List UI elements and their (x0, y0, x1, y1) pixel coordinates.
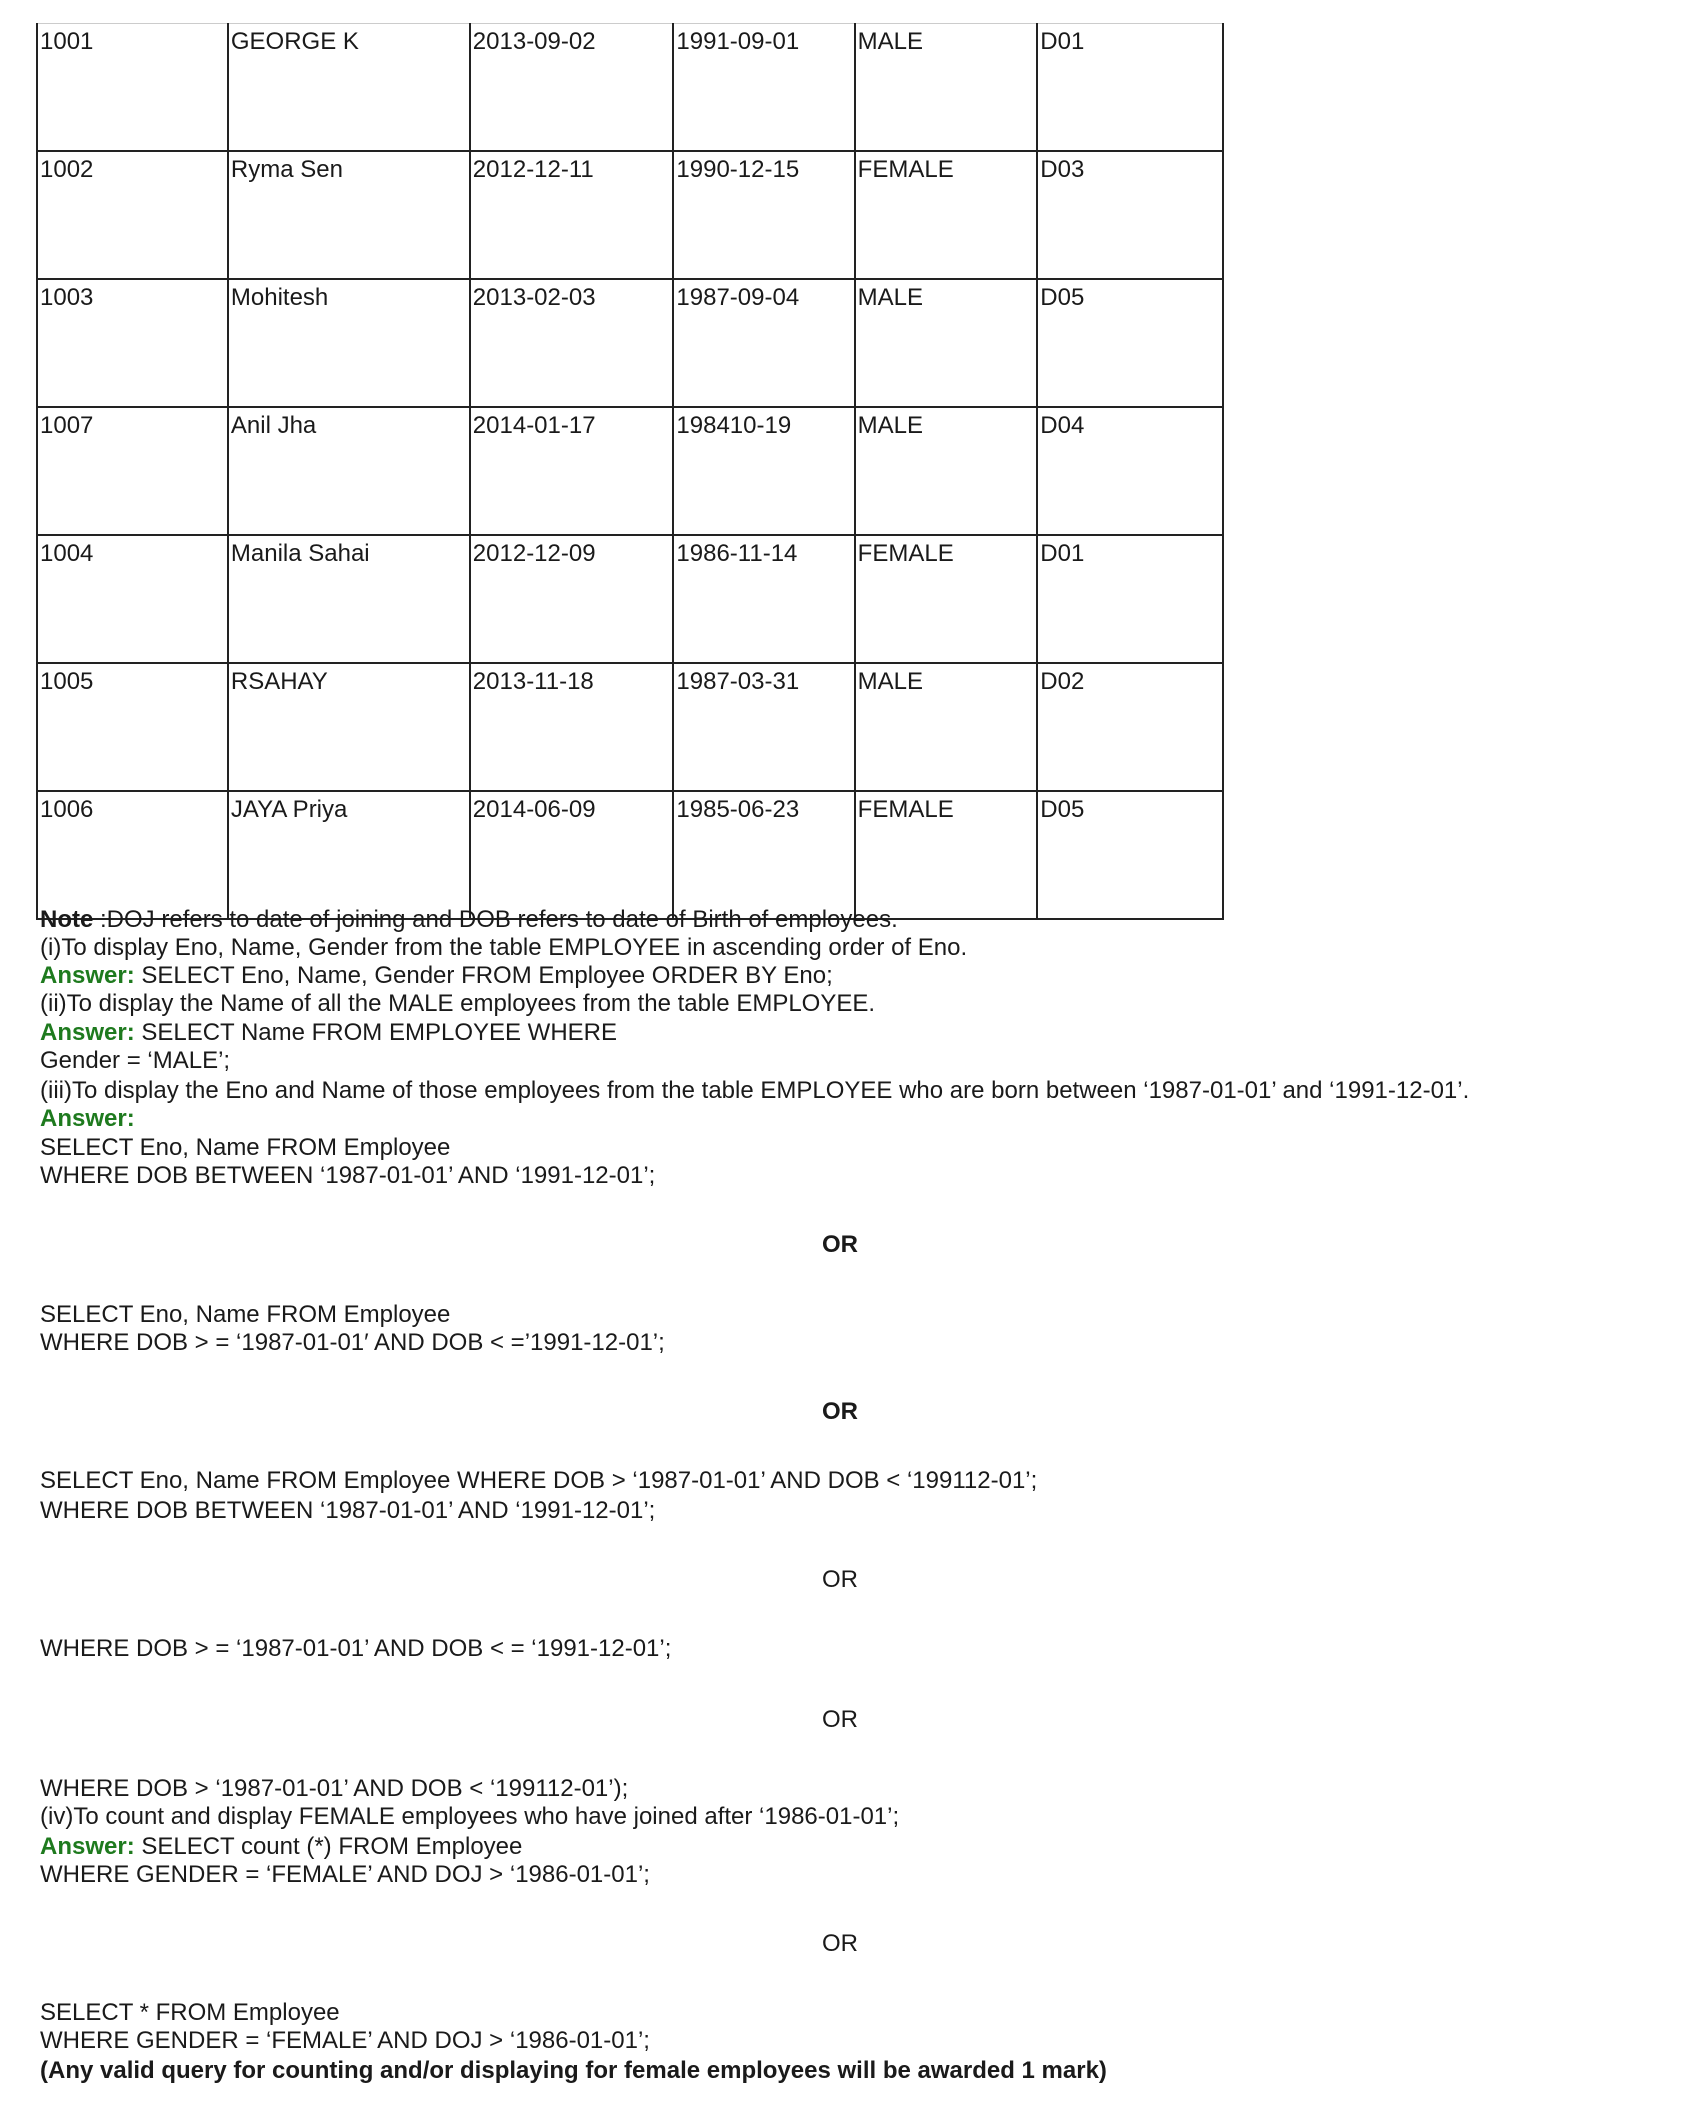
cell-eno: 1002 (37, 151, 228, 279)
answer-label: Answer: (40, 962, 135, 989)
cell-dept: D04 (1037, 407, 1223, 535)
line-text: (iii)To display the Eno and Name of those employees from the table EMPLOYEE who are born between ‘1987-01-01’ and ‘1991-12-01’. (40, 1077, 1470, 1104)
table-row (37, 24, 1223, 152)
text-line (40, 1162, 655, 1190)
cell-eno: 1005 (37, 663, 228, 791)
table-row (37, 535, 1223, 663)
line-text: WHERE DOB BETWEEN ‘1987-01-01’ AND ‘1991-12-01’; (40, 1497, 656, 1524)
line-text: (Any valid query for counting and/or displaying for female employees will be awarded 1 mark) (40, 2057, 1107, 2084)
cell-doj: 2014-01-17 (470, 407, 674, 535)
cell-gender: MALE (855, 407, 1038, 535)
cell-eno: 1007 (37, 407, 228, 535)
line-text: WHERE DOB > = ‘1987-01-01’ AND DOB < = ‘1991-12-01’; (40, 1635, 672, 1662)
cell-gender: MALE (855, 279, 1038, 407)
line-text: SELECT * FROM Employee (40, 1999, 340, 2026)
table-row (37, 151, 1223, 279)
cell-doj: 2013-02-03 (470, 279, 674, 407)
line-text: (i)To display Eno, Name, Gender from the table EMPLOYEE in ascending order of Eno. (40, 934, 968, 961)
text-line (40, 1861, 650, 1889)
line-text: WHERE GENDER = ‘FEMALE’ AND DOJ > ‘1986-01-01’; (40, 1861, 650, 1888)
cell-name: Manila Sahai (228, 535, 470, 663)
line-text: (ii)To display the Name of all the MALE employees from the table EMPLOYEE. (40, 990, 876, 1017)
text-line (40, 1999, 340, 2027)
table-row (37, 663, 1223, 791)
cell-dept: D03 (1037, 151, 1223, 279)
line-text: Gender = ‘MALE’; (40, 1047, 231, 1074)
cell-gender: MALE (855, 663, 1038, 791)
cell-dept: D02 (1037, 663, 1223, 791)
cell-gender: MALE (855, 24, 1038, 152)
or-separator: OR (822, 1231, 858, 1258)
cell-name: RSAHAY (228, 663, 470, 791)
table-row (37, 791, 1223, 919)
text-line (40, 1329, 665, 1357)
line-text: WHERE DOB > = ‘1987-01-01′ AND DOB < =’1991-12-01’; (40, 1329, 665, 1356)
text-line (40, 934, 967, 962)
or-separator: OR (822, 1706, 858, 1733)
text-line (40, 990, 875, 1018)
cell-dob: 1990-12-15 (673, 151, 854, 279)
note-line (40, 906, 898, 934)
text-line (40, 1134, 450, 1162)
line-text: SELECT Eno, Name FROM Employee (40, 1301, 451, 1328)
cell-dob: 1987-03-31 (673, 663, 854, 791)
or-separator: OR (822, 1566, 858, 1593)
cell-eno: 1003 (37, 279, 228, 407)
line-text: :DOJ refers to date of joining and DOB refers to date of Birth of employees. (93, 906, 898, 933)
answer-label: Answer: (40, 1019, 135, 1046)
cell-eno: 1001 (37, 24, 228, 152)
cell-dept: D01 (1037, 24, 1223, 152)
table-row (37, 407, 1223, 535)
line-text: SELECT count (*) FROM Employee (134, 1833, 523, 1860)
text-line (40, 2027, 650, 2055)
cell-dob: 1987-09-04 (673, 279, 854, 407)
cell-name: Ryma Sen (228, 151, 470, 279)
cell-dept: D05 (1037, 279, 1223, 407)
cell-name: JAYA Priya (228, 791, 470, 919)
text-line (40, 1467, 1037, 1495)
cell-name: Mohitesh (228, 279, 470, 407)
cell-doj: 2014-06-09 (470, 791, 674, 919)
answer-label: Answer: (40, 1105, 135, 1132)
cell-dob: 1986-11-14 (673, 535, 854, 663)
cell-name: Anil Jha (228, 407, 470, 535)
text-line (40, 1803, 899, 1831)
or-separator: OR (822, 1930, 858, 1957)
line-text: WHERE DOB BETWEEN ‘1987-01-01’ AND ‘1991-12-01’; (40, 1162, 656, 1189)
cell-name: GEORGE K (228, 24, 470, 152)
text-line (40, 1775, 628, 1803)
cell-doj: 2013-11-18 (470, 663, 674, 791)
answer-line (40, 1833, 522, 1861)
table-row (37, 279, 1223, 407)
line-text: SELECT Eno, Name, Gender FROM Employee ORDER BY Eno; (134, 962, 833, 989)
cell-gender: FEMALE (855, 535, 1038, 663)
cell-dept: D01 (1037, 535, 1223, 663)
cell-dept: D05 (1037, 791, 1223, 919)
line-text: (iv)To count and display FEMALE employees who have joined after ‘1986-01-01’; (40, 1803, 900, 1830)
text-line (40, 1301, 450, 1329)
answer-line (40, 1105, 135, 1133)
text-line (40, 1497, 655, 1525)
note-label: Note (40, 906, 94, 933)
cell-doj: 2012-12-11 (470, 151, 674, 279)
line-text: SELECT Name FROM EMPLOYEE WHERE (134, 1019, 618, 1046)
line-text: SELECT Eno, Name FROM Employee WHERE DOB > ‘1987-01-01’ AND DOB < ‘199112-01’; (40, 1467, 1038, 1494)
cell-dob: 198410-19 (673, 407, 854, 535)
text-line (40, 1077, 1469, 1105)
line-text: SELECT Eno, Name FROM Employee (40, 1134, 451, 1161)
answer-line (40, 962, 833, 990)
answer-line (40, 1019, 617, 1047)
cell-gender: FEMALE (855, 151, 1038, 279)
text-line (40, 1635, 671, 1663)
text-line (40, 2057, 1107, 2085)
cell-doj: 2012-12-09 (470, 535, 674, 663)
line-text: WHERE DOB > ‘1987-01-01’ AND DOB < ‘199112-01’); (40, 1775, 629, 1802)
line-text: WHERE GENDER = ‘FEMALE’ AND DOJ > ‘1986-01-01’; (40, 2027, 650, 2054)
cell-doj: 2013-09-02 (470, 24, 674, 152)
cell-eno: 1004 (37, 535, 228, 663)
text-line (40, 1047, 230, 1075)
answer-label: Answer: (40, 1833, 135, 1860)
cell-eno: 1006 (37, 791, 228, 919)
cell-dob: 1985-06-23 (673, 791, 854, 919)
cell-gender: FEMALE (855, 791, 1038, 919)
employee-table (36, 23, 1224, 920)
cell-dob: 1991-09-01 (673, 24, 854, 152)
or-separator: OR (822, 1398, 858, 1425)
